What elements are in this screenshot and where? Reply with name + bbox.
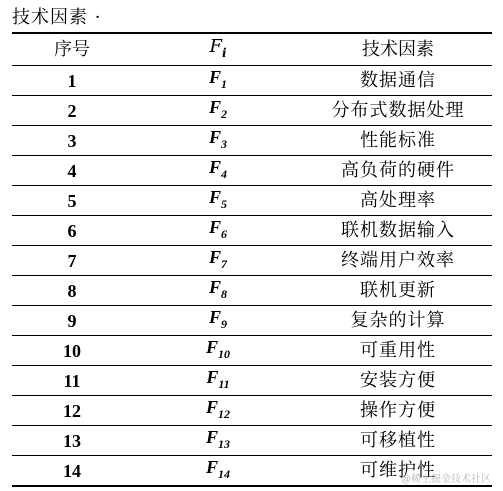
row-index: 3 bbox=[12, 126, 132, 156]
row-symbol-sub: 2 bbox=[221, 107, 227, 121]
row-symbol-sub: 4 bbox=[221, 167, 227, 181]
row-index: 7 bbox=[12, 246, 132, 276]
row-symbol bbox=[132, 396, 304, 426]
row-symbol bbox=[132, 426, 304, 456]
table-row bbox=[12, 396, 492, 426]
row-index: 10 bbox=[12, 336, 132, 366]
row-symbol bbox=[132, 366, 304, 396]
table-row bbox=[12, 246, 492, 276]
row-symbol-base: F bbox=[208, 97, 221, 117]
table-row bbox=[12, 126, 492, 156]
row-factor: 操作方便 bbox=[304, 396, 492, 426]
row-symbol-base: F bbox=[206, 367, 219, 387]
row-symbol-base: F bbox=[205, 337, 218, 357]
row-symbol-sub: 11 bbox=[218, 377, 230, 391]
row-symbol-base: F bbox=[208, 277, 221, 297]
row-index: 9 bbox=[12, 306, 132, 336]
row-factor: 性能标准 bbox=[304, 126, 492, 156]
row-symbol-sub: 8 bbox=[221, 287, 227, 301]
row-symbol-sub: 5 bbox=[221, 197, 227, 211]
row-symbol-base: F bbox=[208, 127, 221, 147]
row-factor: 分布式数据处理 bbox=[304, 96, 492, 126]
row-factor: 高负荷的硬件 bbox=[304, 156, 492, 186]
table-header-row bbox=[12, 33, 492, 66]
row-symbol-sub: 3 bbox=[221, 137, 227, 151]
row-index: 14 bbox=[12, 456, 132, 487]
row-index: 5 bbox=[12, 186, 132, 216]
row-symbol-base: F bbox=[205, 427, 218, 447]
row-factor: 可维护性 bbox=[304, 456, 492, 487]
table-row bbox=[12, 276, 492, 306]
row-symbol bbox=[132, 276, 304, 306]
row-symbol-sub: 1 bbox=[221, 77, 227, 91]
row-factor: 数据通信 bbox=[304, 66, 492, 96]
row-factor: 复杂的计算 bbox=[304, 306, 492, 336]
row-index: 8 bbox=[12, 276, 132, 306]
table-row bbox=[12, 306, 492, 336]
row-symbol-sub: 13 bbox=[218, 437, 230, 451]
row-index: 4 bbox=[12, 156, 132, 186]
row-symbol-sub: 9 bbox=[221, 317, 227, 331]
table-row bbox=[12, 96, 492, 126]
row-symbol bbox=[132, 306, 304, 336]
row-factor: 联机更新 bbox=[304, 276, 492, 306]
row-index: 1 bbox=[12, 66, 132, 96]
row-symbol-base: F bbox=[205, 457, 218, 477]
header-symbol-sub: i bbox=[221, 45, 227, 60]
row-symbol-sub: 7 bbox=[221, 257, 227, 271]
table-row bbox=[12, 366, 492, 396]
row-symbol bbox=[132, 96, 304, 126]
row-symbol bbox=[132, 126, 304, 156]
row-index: 2 bbox=[12, 96, 132, 126]
technical-factors-table bbox=[12, 32, 492, 487]
row-symbol-base: F bbox=[208, 247, 221, 267]
row-symbol bbox=[132, 66, 304, 96]
row-factor: 终端用户效率 bbox=[304, 246, 492, 276]
header-factor: 技术因素 bbox=[304, 33, 492, 66]
header-index: 序号 bbox=[12, 33, 132, 66]
header-symbol bbox=[132, 33, 304, 66]
row-symbol bbox=[132, 156, 304, 186]
table-row bbox=[12, 156, 492, 186]
row-symbol-base: F bbox=[208, 217, 221, 237]
row-factor: 可移植性 bbox=[304, 426, 492, 456]
row-factor: 高处理率 bbox=[304, 186, 492, 216]
table-caption: 技术因素 · bbox=[12, 7, 102, 28]
table-row bbox=[12, 186, 492, 216]
table-row bbox=[12, 426, 492, 456]
row-symbol-sub: 14 bbox=[218, 467, 230, 481]
row-index: 12 bbox=[12, 396, 132, 426]
header-symbol-base: F bbox=[209, 35, 222, 57]
row-factor: 安装方便 bbox=[304, 366, 492, 396]
watermark: @稀土掘金技术社区 bbox=[401, 474, 491, 485]
table-row bbox=[12, 216, 492, 246]
row-symbol bbox=[132, 456, 304, 487]
row-symbol-sub: 10 bbox=[218, 347, 230, 361]
row-symbol-base: F bbox=[208, 307, 221, 327]
row-index: 11 bbox=[12, 366, 132, 396]
row-symbol-sub: 12 bbox=[218, 407, 230, 421]
row-symbol bbox=[132, 246, 304, 276]
table-row bbox=[12, 66, 492, 96]
row-factor: 联机数据输入 bbox=[304, 216, 492, 246]
row-index: 6 bbox=[12, 216, 132, 246]
row-symbol-base: F bbox=[205, 397, 218, 417]
row-index: 13 bbox=[12, 426, 132, 456]
row-factor: 可重用性 bbox=[304, 336, 492, 366]
row-symbol bbox=[132, 186, 304, 216]
row-symbol-base: F bbox=[208, 157, 221, 177]
row-symbol-sub: 6 bbox=[221, 227, 227, 241]
row-symbol bbox=[132, 216, 304, 246]
row-symbol-base: F bbox=[208, 67, 221, 87]
table-row bbox=[12, 336, 492, 366]
row-symbol-base: F bbox=[208, 187, 221, 207]
row-symbol bbox=[132, 336, 304, 366]
